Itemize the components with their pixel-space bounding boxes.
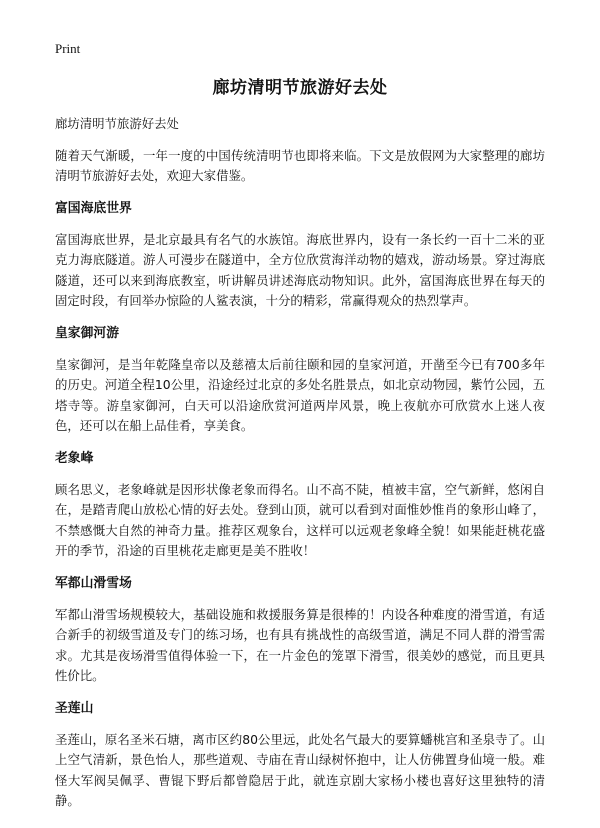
- section-heading: 老象峰: [55, 450, 94, 466]
- section-royal-river-tour: [55, 324, 545, 437]
- section-body: 军都山滑雪场规模较大，基础设施和救援服务算是很棒的！内设各种难度的滑雪道，有适合新手的初级雪道及专门的练习场，也有具有挑战性的高级雪道，满足不同人群的滑雪需求。尤其是夜场滑雪值得体验一下，在一片金色的笼罩下滑雪，很美妙的感觉，而且更具性价比。: [55, 606, 545, 683]
- print-link[interactable]: Print: [55, 41, 81, 56]
- section-body: 圣莲山，原名圣米石塘，离市区约80公里远，此处名气最大的要算蟠桃宫和圣泉寺了。山上空气清新，景色怡人，那些道观、寺庙在青山绿树怀抱中，让人仿佛置身仙境一般。难怪大军阀吴佩孚、曹锟下野后都曾隐居于此，就连京剧大家杨小楼也喜好这里独特的清静。: [55, 731, 545, 808]
- section-old-elephant-peak: [55, 449, 545, 562]
- section-heading: 富国海底世界: [55, 200, 132, 216]
- section-jundushan-ski-resort: [55, 574, 545, 687]
- section-heading: 军都山滑雪场: [55, 575, 132, 591]
- section-body: 皇家御河，是当年乾隆皇帝以及慈禧太后前往颐和园的皇家河道，开凿至今已有700多年的历史。河道全程10公里，沿途经过北京的多处名胜景点，如北京动物园，紫竹公园，五塔寺等。游皇家御河，白天可以沿途欣赏河道两岸风景，晚上夜航亦可欣赏水上迷人夜色，还可以在船上品佳肴，享美食。: [55, 356, 545, 433]
- page-title: 廊坊清明节旅游好去处: [212, 78, 388, 98]
- document-subtitle: 廊坊清明节旅游好去处: [55, 116, 179, 131]
- section-body: 富国海底世界，是北京最具有名气的水族馆。海底世界内，设有一条长约一百十二米的亚克力海底隧道。游人可漫步在隧道中，全方位欣赏海洋动物的嬉戏，游动场景。穿过海底隧道，还可以来到海底教室，听讲解员讲述海底动物知识。此外，富国海底世界在每天的固定时段，有回举办惊险的人鲨表演，十分的精彩，常赢得观众的热烈掌声。: [55, 231, 545, 308]
- section-shenglian-mountain: [55, 699, 545, 812]
- intro-paragraph: 随着天气渐暖，一年一度的中国传统清明节也即将来临。下文是放假网为大家整理的廊坊清明节旅游好去处，欢迎大家借鉴。: [55, 147, 545, 183]
- section-fuguo-ocean-world: [55, 199, 545, 312]
- section-heading: 圣莲山: [55, 700, 94, 716]
- section-body: 顾名思义，老象峰就是因形状像老象而得名。山不高不陡，植被丰富，空气新鲜，悠闲自在，是踏青爬山放松心情的好去处。登到山顶，就可以看到对面惟妙惟肖的象形山峰了，不禁感慨大自然的神奇力量。推荐区观象台，这样可以远观老象峰全貌！如果能赶桃花盛开的季节，沿途的百里桃花走廊更是美不胜收！: [55, 481, 545, 558]
- section-heading: 皇家御河游: [55, 325, 119, 341]
